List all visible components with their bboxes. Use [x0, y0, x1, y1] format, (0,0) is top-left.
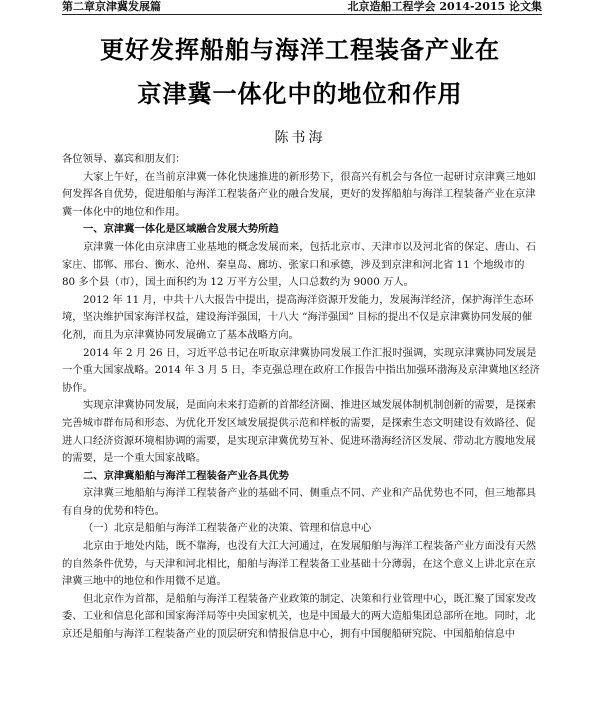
salutation: 各位领导、嘉宾和朋友们：	[62, 153, 186, 165]
body-paragraph: 但北京作为首都，是船舶与海洋工程装备产业政策的制定、决策和行业管理中心，既汇聚了国家发改委、工业和信息化部和国家海洋局等中央国家机关，也是中国最大的两大造船集团总部所在地。同时，北京还是船舶与海洋工程装备产业的顶层研究和情报信息中心，拥有中国舰船研究院、中国船舶信息中	[62, 592, 537, 641]
title-line-1: 更好发挥船舶与海洋工程装备产业在	[100, 36, 500, 64]
author-name: 陈书海	[274, 130, 326, 146]
article-body	[62, 151, 540, 644]
running-header	[62, 0, 542, 15]
section-heading: 一、京津冀一体化是区域融合发展大势所趋	[83, 223, 279, 236]
body-paragraph: 实现京津冀协同发展，是面向未来打造新的首都经济圈、推进区域发展体制机制创新的需要，是探索完善城市群布局和形态、为优化开发区域发展提供示范和样板的需要，是探索生态文明建设有效路径、促进人口经济资源环境相协调的需要，是实现京津冀优势互补、促进环渤海经济区发展、带动北方腹地发展的需要，是一个重大国家战略。	[62, 399, 537, 465]
section-heading: 二、京津冀船舶与海洋工程装备产业各具优势	[83, 469, 289, 482]
body-paragraph: 京津冀一体化由京津唐工业基地的概念发展而来，包括北京市、天津市以及河北省的保定、唐山、石家庄、邯郸、邢台、衡水、沧州、秦皇岛、廊坊、张家口和承德，涉及到京津和河北省 11 个地级市的 80 多个县（市），国土面积约为 12 万平方公里，人口总数约为 9000 万人。	[62, 240, 537, 289]
title-line-2: 京津冀一体化中的地位和作用	[137, 80, 463, 108]
body-paragraph: 2012 年 11 月，中共十八大报告中提出，提高海洋资源开发能力，发展海洋经济，保护海洋生态环境，坚决维护国家海洋权益，建设海洋强国，十八大 “海洋强国” 目标的提出不仅是京津冀协同发展的催化剂，而且为京津冀协同发展确立了基本战略方向。	[62, 293, 534, 341]
subsection-heading: （一）北京是船舶与海洋工程装备产业的决策、管理和信息中心	[83, 522, 372, 535]
header-chapter: 第二章京津冀发展篇	[62, 0, 161, 13]
body-paragraph: 2014 年 2 月 26 日，习近平总书记在听取京津冀协同发展工作汇报时强调，实现京津冀协同发展是一个重大国家战略。2014 年 3 月 5 日，李克强总理在政府工作报告中指出加强环渤海及京津冀地区经济协作。	[62, 346, 540, 394]
body-paragraph: 北京由于地处内陆，既不靠海，也没有大江大河通过，在发展船舶与海洋工程装备产业方面没有天然的自然条件优势，与天津和河北相比，船舶与海洋工程装备工业基础十分薄弱，在这个意义上讲北京在京津冀三地中的地位和作用微不足道。	[62, 540, 537, 588]
body-paragraph: 京津冀三地船舶与海洋工程装备产业的基础不同、侧重点不同、产业和产品优势也不同，但三地都具有自身的优势和特色。	[62, 487, 537, 517]
body-paragraph: 大家上午好，在当前京津冀一体化快速推进的新形势下，很高兴有机会与各位一起研讨京津冀三地如何发挥各自优势，促进船舶与海洋工程装备产业的融合发展，更好的发挥船舶与海洋工程装备产业在京津冀一体化中的地位和作用。	[62, 170, 537, 218]
header-proceedings: 北京造船工程学会 2014-2015 论文集	[347, 0, 542, 13]
